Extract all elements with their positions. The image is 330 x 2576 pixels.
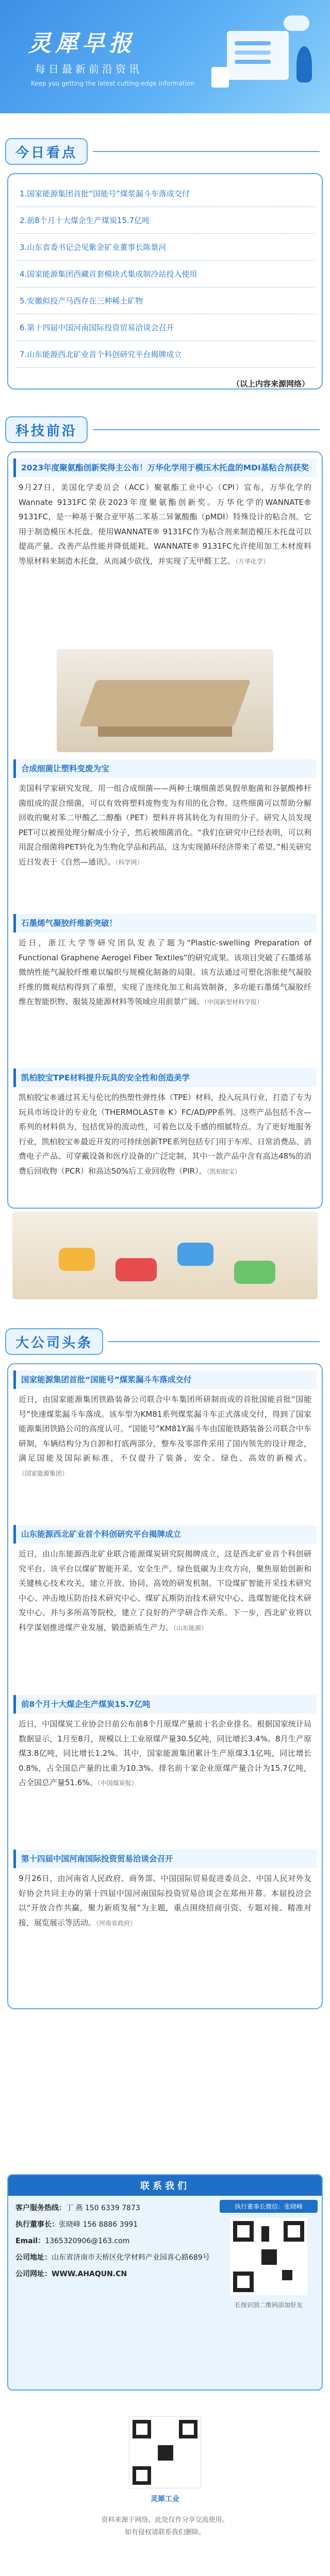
article-body: 近日，由国家能源集团铁路装备公司联合中车集团所研制而成的首批国能首批“国能号”快速煤浆漏斗车落成。该车型为KM81系列煤浆漏斗车正式落成交付，得到了国家能源集团铁路公司的高度认可。“国能号”KM81Y漏斗车由国能铁路装备公司联合中车研制，车辆结构分为自卸和打底两部分，整车及零部件采用了国内领先的设计理念，满足国能及国际新标准，不仅提升了装备，安全、绿色、高效的新模式。（国家能源集团） [19,1395,311,1477]
article-title[interactable]: 前8个月十大煤企生产煤炭15.7亿吨 [13,1695,317,1714]
article-body: 凯柏胶宝®通过其无与伦比的热塑性弹性体（TPE）材料，投入玩具行业，打造了专为玩具市场设计的专业化（THERMOLAST® K）FC/AD/PP系列。这些产品包括不含—系列的材料供为，包括优异的流动性，可着色以及手感的细腻特点。为了更好地服务行业，凯柏胶宝®最近开发的可持续创新TPE系列包括专门用于车库、日常消费品、消费电子产品、可穿戴设备和医疗设备的广泛定制，其中一款产品中含有高达48%的消费后回收物（PCR）和高达50%后工业回收物（PIR）。（凯柏胶宝） [19,1093,311,1176]
exec-row: 执行董事长：张晓峰 156 8886 3991 [15,2221,138,2229]
article-body: 9月27日，美国化学委员会（ACC）聚氨酯工业中心（CPI）宣布，万华化学的Wannate 9131FC荣获2023年度聚氨酯创新奖。万华化学的WANNATE® 9131FC，是一种基于聚合亚甲基二苯基二异氰酸酯（pMDI）特殊设计的粘合剂。它用于制造模压木托盘。使用WANNATE® 9131FC作为粘合剂来制造模压木托盘可以提高产量、改善产品性能并降低能耗。WANNATE® 9131FC允许使用加工木材废料等原材料来制造木托盘，从而减少砍伐，并实现了无甲醛工艺。（万华化学） [19,483,311,566]
today-list [15,180,315,368]
article-body: 9月26日，由河南省人民政府、商务部、中国国际贸易促进委员会、中国人民对外友好协会共同主办的第十四届中国河南国际投资贸易洽谈会在郑州开幕。本届投洽会以“开放合作共赢，聚力新质发展”为主题，重点围绕招商引资、专题对接、精准对接，展览展示等活动。（河南省政府） [19,1874,311,1927]
article [13,759,317,914]
tech-card [7,451,323,1209]
section-divider [93,429,320,430]
plant-icon [296,46,312,82]
article-body: 近日，由山东能源西北矿业联合能源煤炭研究院揭牌成立，这是西北矿业首个科创研究平台。该平台以煤矿智能开采、安全生产、绿色低碳为主攻方向，聚焦原始创新和关键核心技术攻关，建立开放、协同、高效的研发机制。下设煤矿智能开采技术研究中心、冲击地压防治技术研究中心、煤矿瓦斯防治技术研究中心、选煤智能化技术研发中心。并与多所高等院校，建立了良好的产学研合作关系。下一步，西北矿业将以科学谋划推进煤产业发展，锻造新质生产力。（山东能源） [19,1549,311,1632]
contact-info [8,2200,214,2282]
section-divider [108,1341,320,1342]
website-row[interactable]: 公司网址：WWW.AHAQUN.CN [15,2270,127,2278]
header-banner [0,0,330,113]
qr-caption: 执行董事长微信：张晓峰 [220,2200,318,2213]
article-title[interactable]: 合成细菌让塑料变废为宝 [13,759,317,778]
article-title[interactable]: 凯柏胶宝TPE材料提升玩具的安全性和创造美学 [13,1069,317,1087]
list-item[interactable]: 7.山东能源西北矿业首个科创研究平台揭牌成立 [15,341,315,368]
article-body: 近日，中国煤炭工业协会日前公布前8个月原煤产量前十名企业排名。根据国家统计局数据显示，1月至8月，规模以上工业原煤产量30.5亿吨，同比增长3.4%。8月生产原煤3.8亿吨，同比增长1.2%。其中，国家能源集团累计生产原煤3.1亿吨，同比增长0.8%，占全国总产量的比重为10.3%。排名前十家企业原煤产量合计为15.7亿吨，占全国总产量51.6%。（中国煤炭报） [19,1719,311,1787]
section-tag-company: 大公司头条 [5,1328,103,1355]
source-note: （以上内容来源网络） [232,379,309,388]
address-row: 公司地址：山东省济南市天桥区化学材料产业园喜心路689号 [15,2253,210,2262]
article-title[interactable]: 石墨烯气凝胶纤维新突破！ [13,914,317,933]
list-item[interactable]: 5.安徽拟投产马西存在三种稀土矿物 [15,287,315,314]
hotline-row: 客户服务热线：丁 燕 150 6339 7873 [15,2204,140,2212]
contact-card [7,2174,323,2391]
banner-title: 灵犀早报 [28,30,136,57]
article [13,914,317,1069]
article-title[interactable]: 第十四届中国河南国际投资贸易洽谈会召开 [13,1850,317,1868]
list-item[interactable]: 4.国家能源集团西藏首套模块式集成制冷站投入使用 [15,261,315,287]
mug-icon [211,67,229,88]
pallet-image [57,649,273,752]
section-tag-today: 今日看点 [5,138,88,165]
chat-bubble-icon [284,15,309,31]
article-title[interactable]: 2023年度聚氨酯创新奖得主公布！万华化学用于模压木托盘的MDI基粘合剂获奖 [13,459,317,477]
article [13,459,317,649]
article [13,1370,317,1525]
article-title[interactable]: 国家能源集团首批“国能号”煤浆漏斗车落成交付 [13,1370,317,1389]
list-item[interactable]: 2.前8个月十大煤企生产煤炭15.7亿吨 [15,207,315,234]
qr-note: 长按识别二维码添加好友 [234,2301,303,2309]
banner-english: Keep you getting the latest cutting-edge information [31,80,194,87]
contact-title: 联系我们 [8,2175,322,2196]
today-list-card [7,173,323,389]
footer-note: 资料来源于网络，此处仅作分享交流使用。 如有侵权请联系我们删除。 [101,2516,229,2536]
list-item[interactable]: 3.山东省委书记会见紫金矿业董事长陈景河 [15,234,315,261]
banner-subtitle: 每日最新前沿资讯 [35,63,142,75]
company-card [7,1363,323,2009]
article-body: 近日，浙江大学等研究团队发表了题为“Plastic-swelling Preparation of Functional Graphene Aerogel Fiber Textiles”的研究成果。该项目突破了石墨烯基微纳性能气凝胶纤维难以编织与规模化制备的局限。该方法通过可塑化溶胀使气凝胶纤维的微观结构得到了重塑，实现了连续化加工和高效制备，多功能石墨烯气凝胶纤维在智能织物、服装及能源材料等领域应用前景广阔。（中国新型材料学报） [19,938,311,1006]
email-row[interactable]: Email：1365320906@163.com [15,2237,130,2245]
qr-block [220,2200,318,2309]
article [13,1850,317,1973]
section-divider [93,151,320,152]
banner-illustration [206,10,320,106]
article [13,1525,317,1695]
list-item[interactable]: 1.国家能源集团首批“国能号”煤浆漏斗车落成交付 [15,180,315,207]
toy-cars-image [12,1212,318,1299]
list-item[interactable]: 6.第十四届中国河南国际投资贸易洽谈会召开 [15,314,315,341]
article [13,1695,317,1850]
article-body: 美国科学家研究发现，用一组合成细菌——两种土壤细菌恶臭假单胞菌和谷氨酸棒杆菌组成的混合细菌，可以有效将塑料废物变为有用的化合物。这些细菌可以帮助分解回收的聚对苯二甲酸乙二醇酯（PET）塑料并将其转化为有用的分子。研究人员发现PET可以被预处理分解成小分子，然后被细菌消化。“我们在研究中已经表明，可以利用混合细菌将PET转化为生物化学品和药品，这为实现循环经济带来了希望。”相关研究近日发表于《自然—通讯》。（科学网） [19,784,311,867]
laptop-screen-icon [227,31,289,80]
qr-code-icon[interactable] [230,2218,307,2295]
footer-qr-code-icon[interactable] [129,2416,201,2488]
article-title[interactable]: 山东能源西北矿业首个科创研究平台揭牌成立 [13,1525,317,1544]
footer-caption: 灵犀工业 [151,2495,179,2503]
section-tag-tech: 科技前沿 [5,416,88,443]
